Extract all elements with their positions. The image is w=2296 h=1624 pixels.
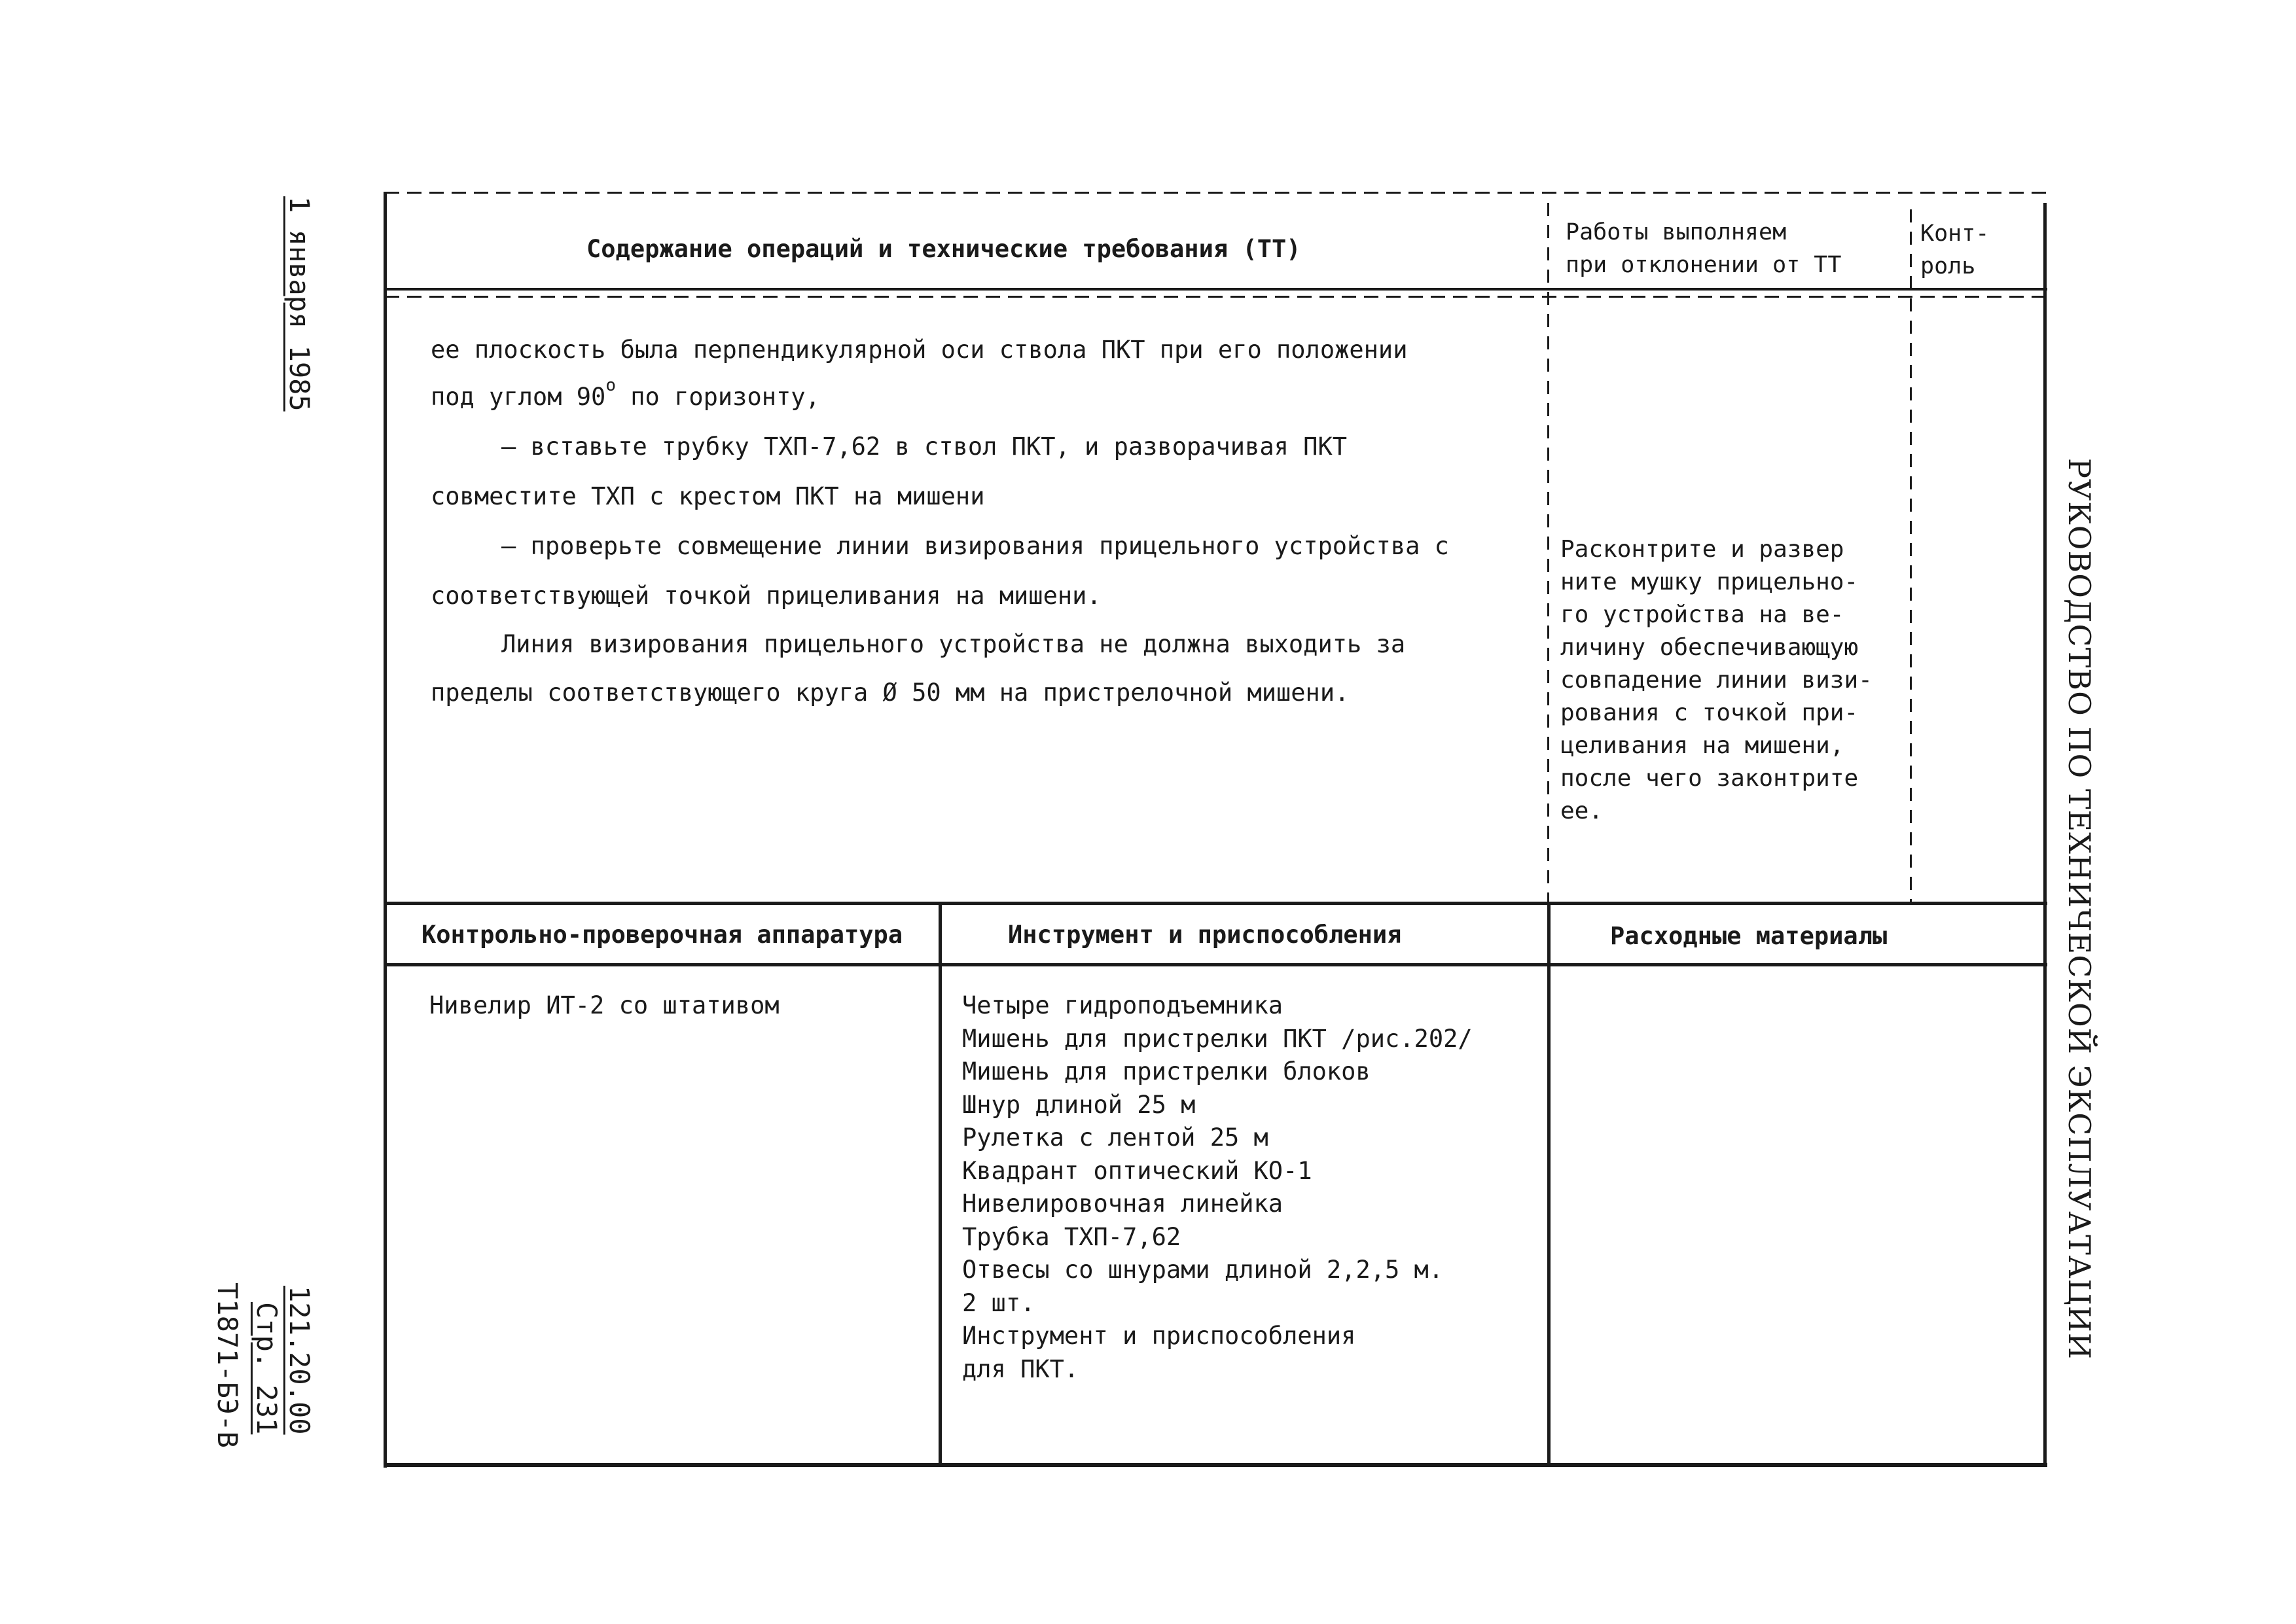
equipment-list <box>429 989 780 1023</box>
list-item: Отвесы со шнурами длиной 2,2,5 м. <box>962 1256 1444 1284</box>
angle-text: под углом 90 <box>431 383 606 411</box>
degree-mark: о <box>605 376 616 395</box>
body-line-3: – вставьте трубку ТХП-7,62 в ствол ПКТ, и разворачивая ПКТ <box>501 432 1348 461</box>
doc-code: Т1871-БЭ-В <box>211 1282 243 1448</box>
list-item: Рулетка с лентой 25 м <box>962 1123 1268 1152</box>
list-item: Инструмент и приспособления <box>962 1322 1356 1350</box>
body-line-1: ее плоскость была перпендикулярной оси ствола ПКТ при его положении <box>431 336 1408 364</box>
page-number: Стр. 231 <box>251 1302 283 1435</box>
list-item: Трубка ТХП-7,62 <box>962 1222 1181 1251</box>
body-line-7: Линия визирования прицельного устройства не должна выходить за <box>501 630 1406 658</box>
list-item: Квадрант оптический КО-1 <box>962 1156 1312 1185</box>
doc-number: 121.20.00 <box>283 1286 315 1435</box>
list-item: Нивелировочная линейка <box>962 1190 1283 1218</box>
revision-date: 1 января 1985 <box>283 196 315 412</box>
list-item: Нивелир ИТ-2 со штативом <box>429 991 780 1019</box>
list-item: Шнур длиной 25 м <box>962 1090 1196 1119</box>
body-line-4: совместите ТХП с крестом ПКТ на мишени <box>431 482 985 510</box>
header-equipment: Контрольно-проверочная аппаратура <box>422 921 903 949</box>
list-item: Мишень для пристрелки ПКТ /рис.202/ <box>962 1024 1473 1053</box>
angle-suffix: по горизонту, <box>630 383 820 411</box>
header-control-line1: Конт- <box>1920 221 1990 247</box>
header-control-line2: роль <box>1920 253 1976 279</box>
list-item: для ПКТ. <box>962 1354 1079 1383</box>
header-deviation-line1: Работы выполняем <box>1566 219 1787 245</box>
header-materials: Расходные материалы <box>1610 922 1888 950</box>
header-tools: Инструмент и приспособления <box>1008 921 1402 949</box>
tool-list <box>962 989 1473 1386</box>
body-line-5: – проверьте совмещение линии визирования прицельного устройства с <box>501 532 1449 560</box>
header-deviation-line2: при отклонении от ТТ <box>1566 252 1842 278</box>
body-line-2 <box>431 376 820 411</box>
list-item: 2 шт. <box>962 1288 1035 1317</box>
deviation-text: Расконтрите и развер ните мушку прицельно- го устройства на ве- личину обеспечивающую совпадение линии визи- рования с точкой при- целивания на мишени, после чего законтрите ее. <box>1560 536 1873 824</box>
body-line-6: соответствующей точкой прицеливания на мишени. <box>431 582 1102 610</box>
list-item: Четыре гидроподъемника <box>962 991 1283 1019</box>
list-item: Мишень для пристрелки блоков <box>962 1057 1371 1086</box>
manual-title: РУКОВОДСТВО ПО ТЕХНИЧЕСКОЙ ЭКСПЛУАТАЦИИ <box>2062 458 2097 1360</box>
body-line-8: пределы соответствующего круга Ø 50 мм на пристрелочной мишени. <box>431 679 1350 707</box>
header-operations: Содержание операций и технические требования (ТТ) <box>586 235 1301 263</box>
